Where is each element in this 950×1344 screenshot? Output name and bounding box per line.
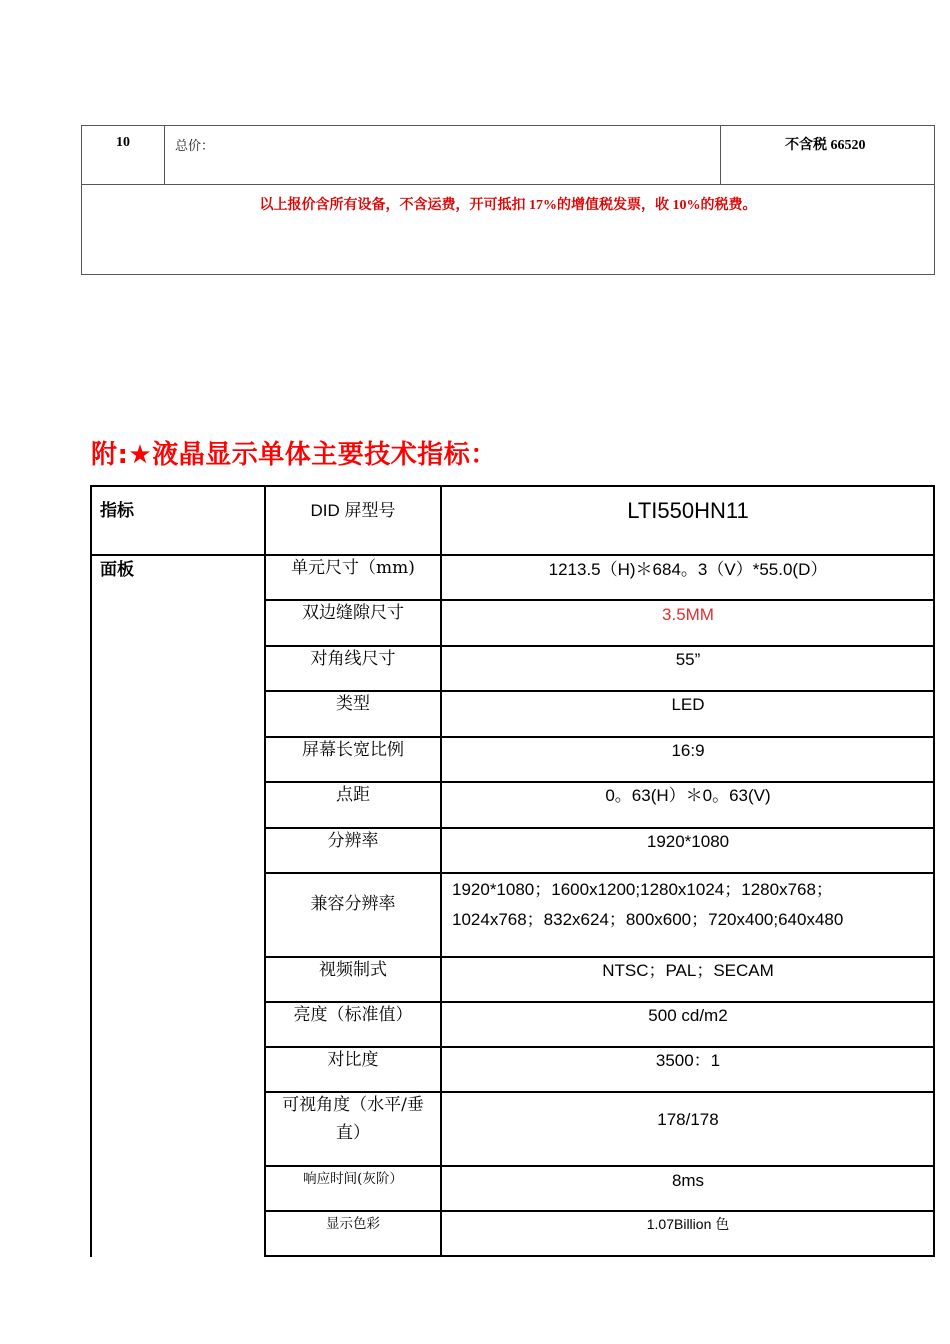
spec-value: 55”	[675, 650, 701, 669]
spec-table	[90, 485, 935, 1257]
header-model-value: LTI550HN11	[627, 498, 749, 523]
spec-value: LED	[671, 695, 705, 714]
group-label-panel: 面板	[100, 560, 134, 579]
spec-label: 屏幕长宽比例	[302, 740, 404, 760]
total-price-value: 不含税 66520	[721, 126, 935, 185]
spec-value: 500 cd/m2	[648, 1006, 728, 1025]
table-border-top	[90, 485, 935, 487]
spec-label: 点距	[336, 785, 370, 805]
spec-value-line2: 1024x768；832x624；800x600；720x400;640x480	[452, 910, 844, 929]
row-index: 10	[82, 126, 165, 185]
spec-value: 16:9	[671, 741, 705, 760]
spec-label: 分辨率	[327, 831, 379, 851]
spec-label: 显示色彩	[326, 1216, 380, 1232]
spec-value: 8ms	[671, 1171, 705, 1190]
spec-label: 对角线尺寸	[310, 649, 396, 669]
spec-label: 类型	[336, 694, 370, 714]
spec-value: NTSC；PAL；SECAM	[602, 961, 774, 980]
price-note: 以上报价含所有设备，不含运费，开可抵扣 17%的增值税发票，收 10%的税费。	[82, 185, 935, 275]
spec-value: 3.5MM	[662, 605, 714, 624]
row-divider	[264, 872, 935, 874]
header-model-label: DID 屏型号	[310, 501, 396, 520]
spec-label: 视频制式	[319, 960, 387, 980]
spec-value: 1213.5（H)＊684。3（V）*55.0(D）	[548, 560, 828, 579]
spec-label: 单元尺寸（mm)	[291, 558, 415, 578]
table-border-left	[90, 485, 92, 1257]
total-price-label: 总价：	[165, 126, 721, 185]
spec-value-line1: 1920*1080；1600x1200;1280x1024；1280x768；	[452, 880, 833, 899]
spec-label: 双边缝隙尺寸	[302, 603, 404, 623]
section-heading: 附:★液晶显示单体主要技术指标：	[91, 440, 497, 470]
spec-value: 1.07Billion 色	[646, 1216, 730, 1232]
spec-value: 178/178	[657, 1110, 719, 1129]
spec-value: 0。63(H）＊0。63(V)	[605, 786, 771, 805]
spec-label: 响应时间(灰阶）	[303, 1171, 403, 1187]
spec-label: 对比度	[327, 1050, 379, 1070]
spec-label-line2: 直）	[336, 1123, 370, 1143]
spec-value: 3500：1	[655, 1051, 721, 1070]
header-indicator: 指标	[100, 501, 134, 520]
price-table	[81, 125, 935, 275]
spec-label: 兼容分辨率	[310, 894, 396, 914]
spec-label: 亮度（标准值）	[293, 1005, 413, 1025]
spec-label-line1: 可视角度（水平/垂	[282, 1095, 424, 1115]
spec-value: 1920*1080	[646, 832, 730, 851]
table-border-bottom	[264, 1255, 935, 1257]
